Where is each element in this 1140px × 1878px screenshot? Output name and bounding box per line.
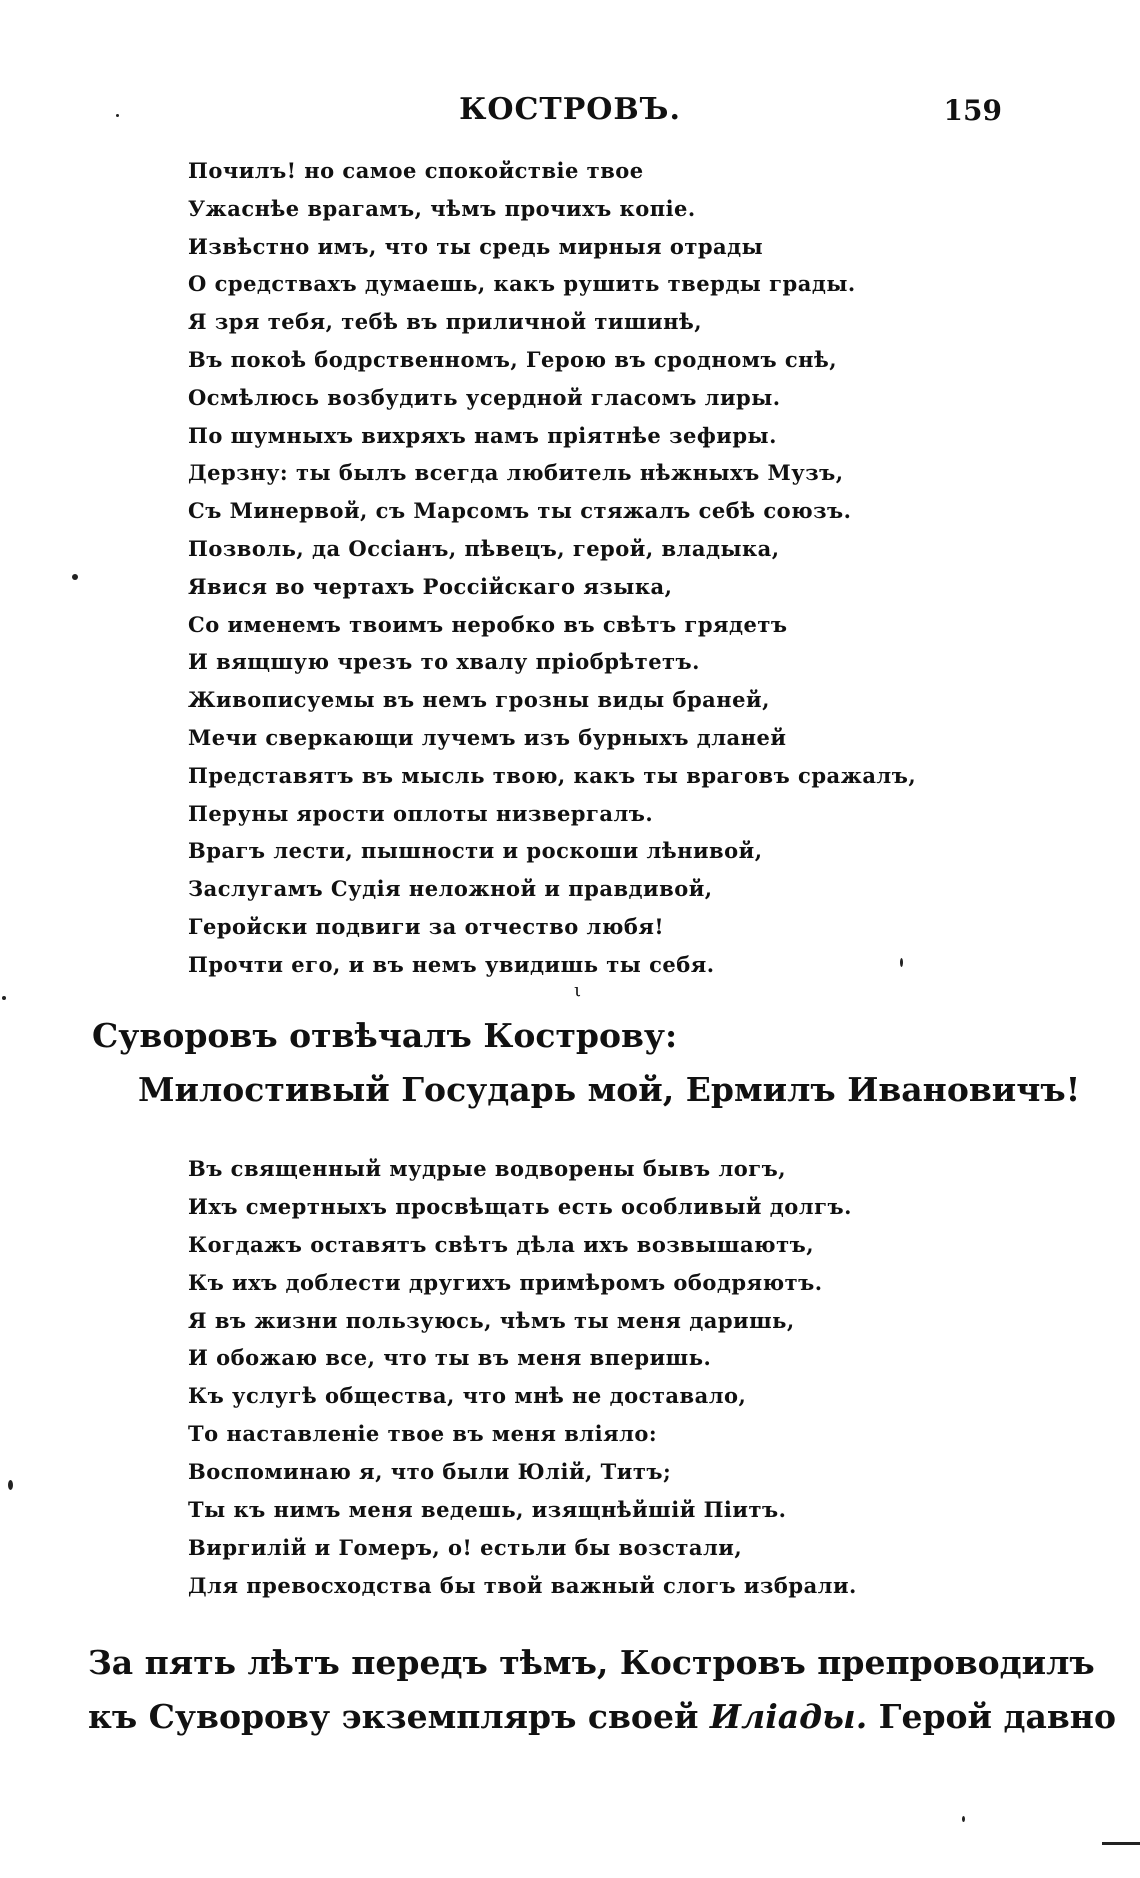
verse-line: Заслугамъ Судія неложной и правдивой, bbox=[188, 876, 713, 902]
verse-line: По шумныхъ вихряхъ намъ пріятнѣе зефиры. bbox=[188, 422, 777, 448]
verse-line: Мечи сверкающи лучемъ изъ бурныхъ дланей bbox=[188, 724, 787, 750]
scan-speck bbox=[72, 574, 78, 580]
scan-speck bbox=[962, 1816, 965, 1822]
book-title-italic: Иліады. bbox=[709, 1697, 868, 1736]
poem-kostrov bbox=[188, 152, 916, 984]
scan-speck bbox=[900, 958, 903, 967]
prose-text: къ Суворову экземпляръ своей bbox=[88, 1697, 710, 1736]
verse-line: И обожаю все, что ты въ меня вперишь. bbox=[188, 1345, 712, 1371]
verse-line: Въ священный мудрые водворены бывъ логъ, bbox=[188, 1156, 787, 1181]
prose-line: За пять лѣтъ передъ тѣмъ, Костровъ препроводилъ bbox=[88, 1643, 1095, 1682]
verse-line: Осмѣлюсь возбудить усердной гласомъ лиры. bbox=[188, 384, 781, 410]
verse-line: Геройски подвиги за отчество любя! bbox=[188, 913, 665, 939]
verse-line: Ты къ нимъ меня ведешь, изящнѣйшій Піитъ. bbox=[188, 1497, 787, 1523]
verse-line: О средствахъ думаешь, какъ рушить тверды грады. bbox=[188, 271, 856, 297]
scan-speck bbox=[8, 1480, 13, 1490]
verse-line: Прочти его, и въ немъ увидишь ты себя. bbox=[188, 951, 715, 977]
verse-line: Къ ихъ доблести другихъ примѣромъ ободряютъ. bbox=[188, 1269, 823, 1295]
poem-suvorov bbox=[188, 1150, 857, 1605]
verse-line: Перуны ярости оплоты низвергалъ. bbox=[188, 800, 654, 826]
verse-line: Воспоминаю я, что были Юлій, Титъ; bbox=[188, 1459, 672, 1485]
verse-line: Врагъ лести, пышности и роскоши лѣнивой, bbox=[188, 838, 763, 864]
letter-salutation: Милостивый Государь мой, Ермилъ Ивановичъ! bbox=[138, 1070, 1081, 1109]
verse-line: Ужаснѣе врагамъ, чѣмъ прочихъ копіе. bbox=[188, 195, 696, 221]
verse-line: Почилъ! но самое спокойствіе твое bbox=[188, 158, 644, 183]
prose-text: Герой давно bbox=[867, 1697, 1116, 1736]
verse-line: Ихъ смертныхъ просвѣщать есть особливый долгъ. bbox=[188, 1193, 852, 1219]
verse-line: Позволь, да Оссіанъ, пѣвецъ, герой, владыка, bbox=[188, 535, 780, 561]
verse-line: Для превосходства бы твой важный слогъ избрали. bbox=[188, 1572, 857, 1598]
verse-line: Живописуемы въ немъ грозны виды браней, bbox=[188, 687, 770, 713]
verse-line: Я въ жизни пользуюсь, чѣмъ ты меня даришь, bbox=[188, 1307, 795, 1333]
scan-edge-line bbox=[1102, 1842, 1140, 1845]
verse-line: Представятъ въ мысль твою, какъ ты враговъ сражалъ, bbox=[188, 762, 917, 788]
verse-line: То наставленіе твое въ меня вліяло: bbox=[188, 1421, 658, 1447]
prose-line bbox=[88, 1697, 1116, 1736]
verse-line: Виргилій и Гомеръ, о! естьли бы возстали, bbox=[188, 1534, 743, 1560]
page-number: 159 bbox=[943, 94, 1002, 127]
scan-speck bbox=[116, 114, 119, 117]
section-mark: ι bbox=[574, 980, 582, 1001]
prose-line: Суворовъ отвѣчалъ Кострову: bbox=[92, 1016, 678, 1055]
verse-line: Въ покоѣ бодрственномъ, Герою въ сродномъ снѣ, bbox=[188, 346, 838, 372]
verse-line: Явися во чертахъ Россійскаго языка, bbox=[188, 573, 673, 599]
verse-line: Извѣстно имъ, что ты средь мирныя отрады bbox=[188, 233, 764, 259]
verse-line: Дерзну: ты былъ всегда любитель нѣжныхъ Музъ, bbox=[188, 460, 844, 486]
verse-line: И вящшую чрезъ то хвалу пріобрѣтетъ. bbox=[188, 649, 700, 675]
verse-line: Со именемъ твоимъ неробко въ свѣтъ грядетъ bbox=[188, 611, 788, 637]
running-header: КОСТРОВЪ. bbox=[459, 92, 681, 127]
verse-line: Къ услугѣ общества, что мнѣ не доставало, bbox=[188, 1383, 747, 1409]
scan-speck bbox=[2, 996, 6, 1000]
verse-line: Я зря тебя, тебѣ въ приличной тишинѣ, bbox=[188, 309, 703, 335]
verse-line: Когдажъ оставятъ свѣтъ дѣла ихъ возвышаютъ, bbox=[188, 1231, 815, 1257]
verse-line: Съ Минервой, съ Марсомъ ты стяжалъ себѣ союзъ. bbox=[188, 498, 852, 524]
